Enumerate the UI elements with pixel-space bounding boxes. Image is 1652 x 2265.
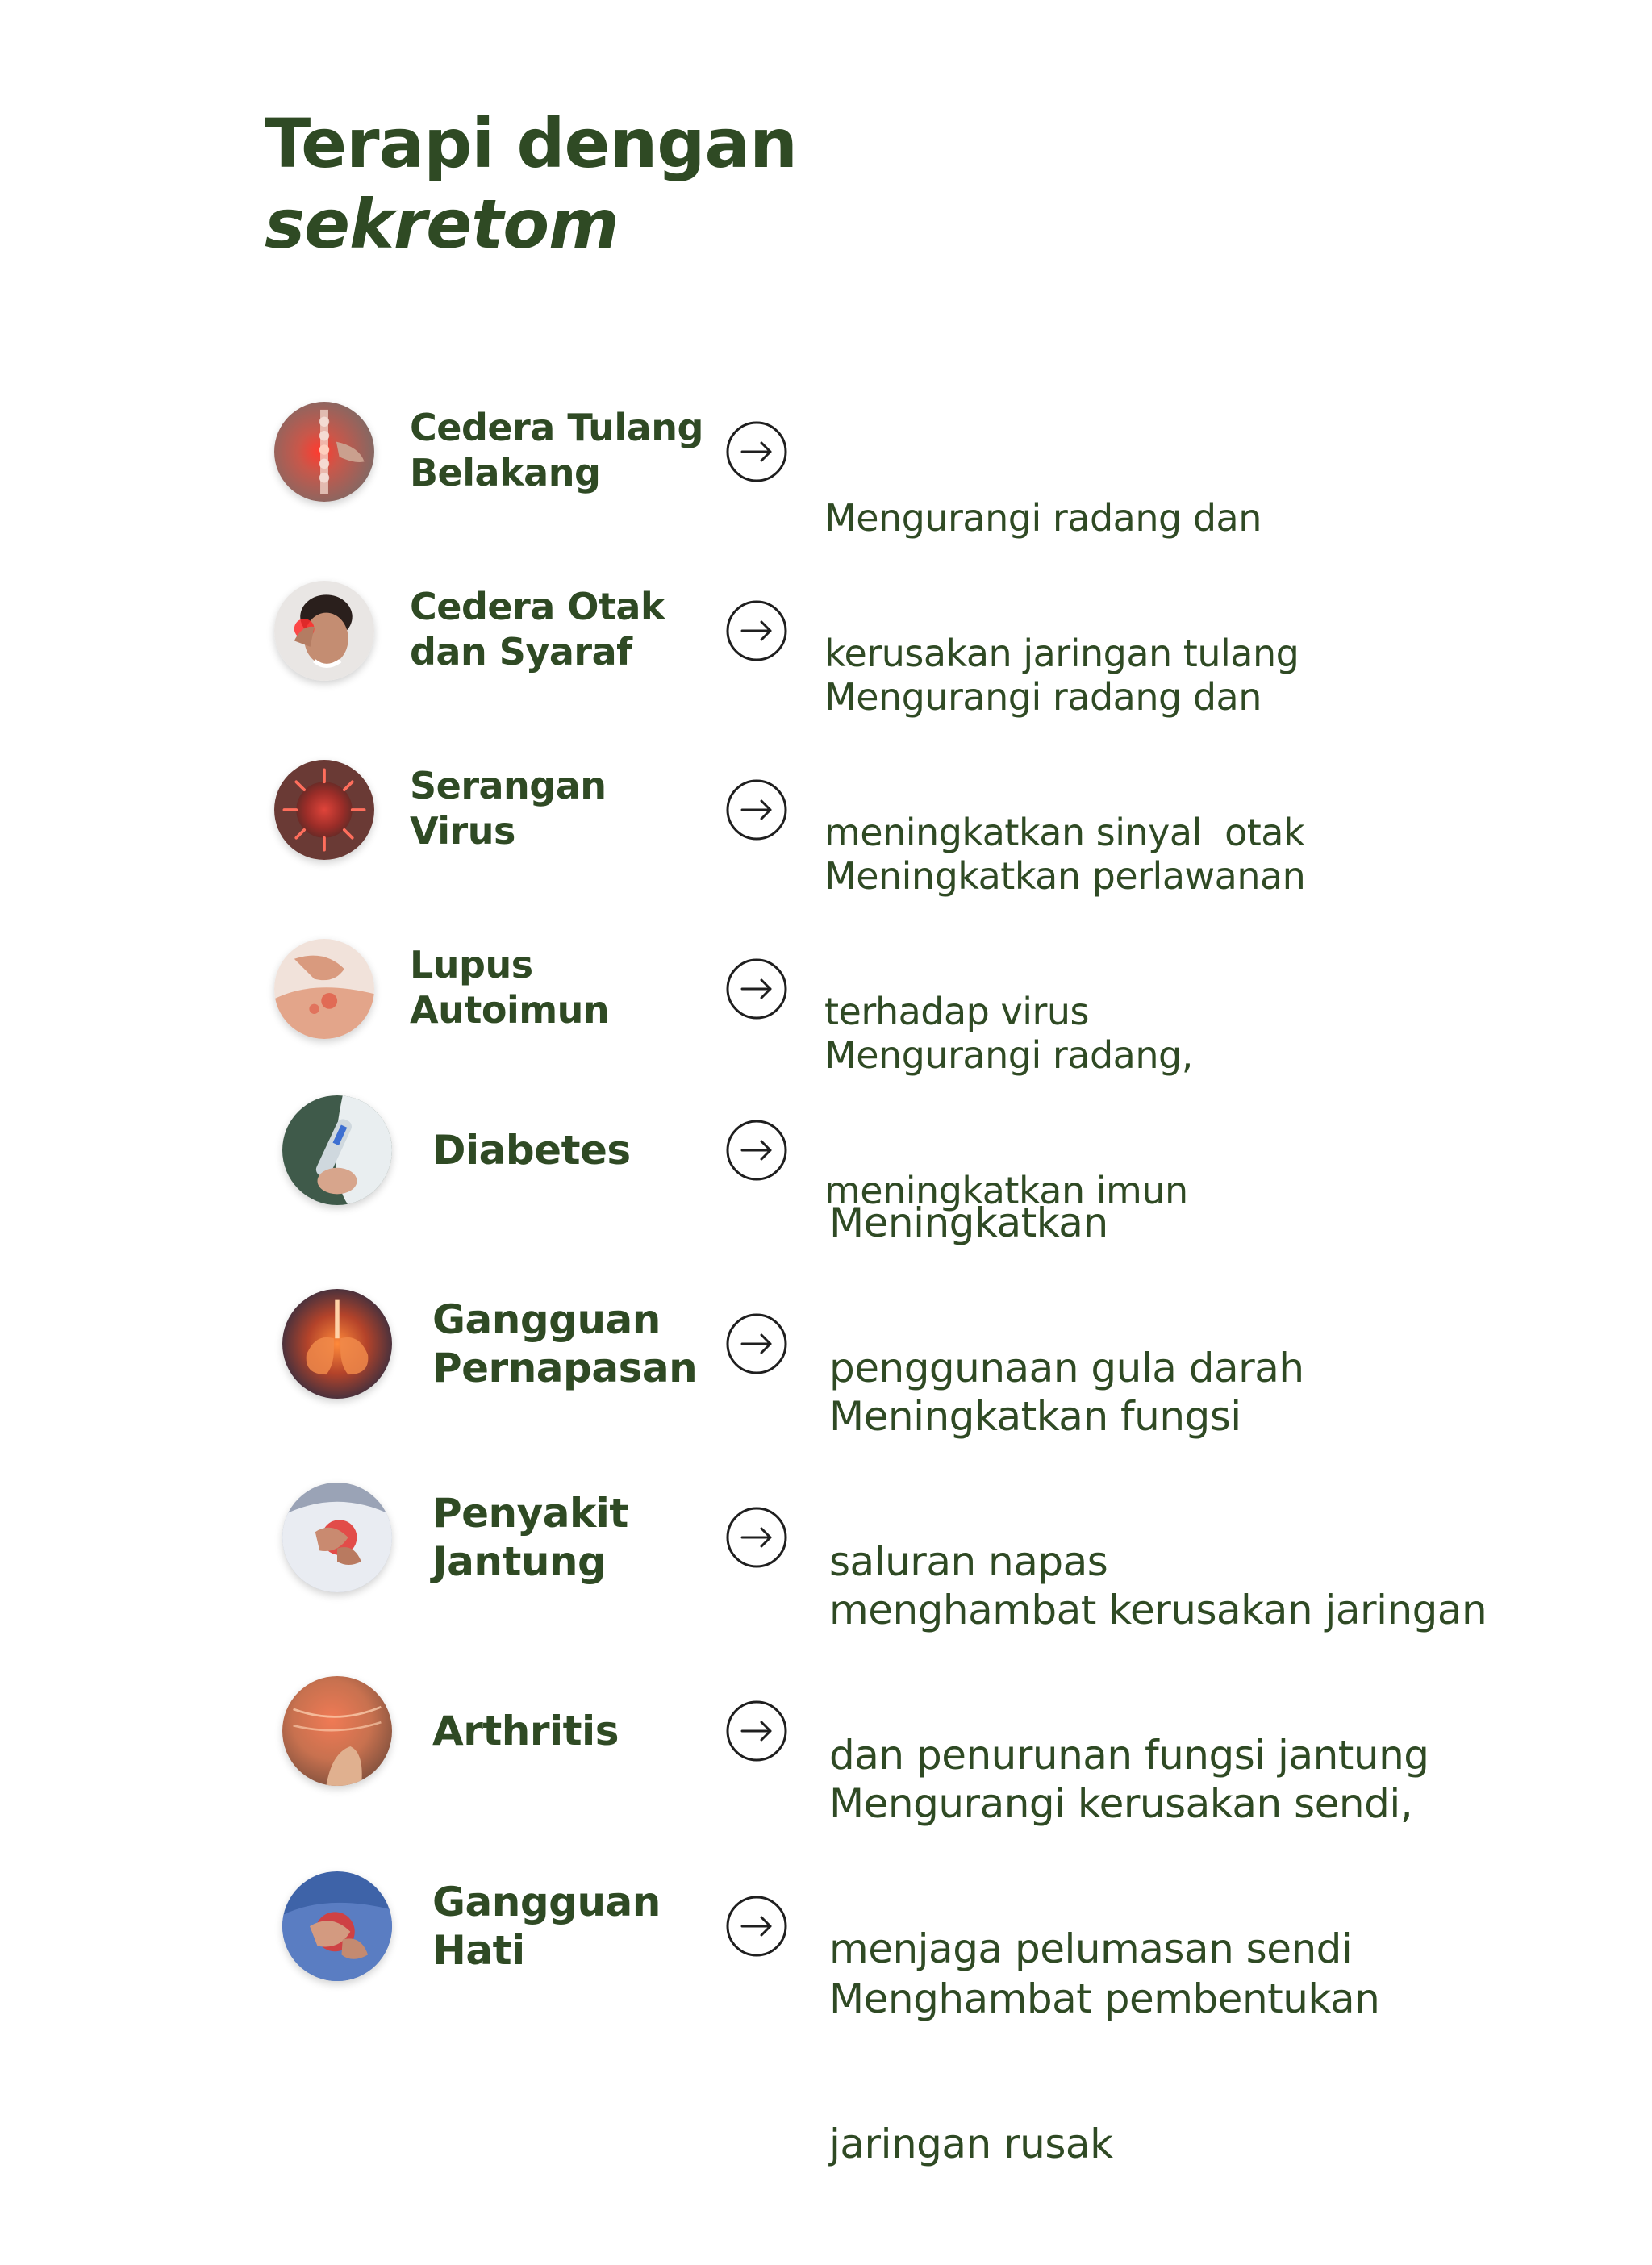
head-pain-icon <box>274 581 374 681</box>
effect-text: Meningkatkan penggunaan gula darah <box>829 1199 1304 1391</box>
effect-text: menghambat kerusakan jaringan dan penurunan fungsi jantung <box>829 1587 1487 1779</box>
skin-scratch-icon <box>274 939 374 1039</box>
therapy-row <box>0 1868 1652 2167</box>
lungs-icon <box>282 1289 392 1399</box>
arrow-right-icon <box>724 1699 789 1763</box>
effect-text: Menghambat pembentukan jaringan rusak <box>829 1975 1380 2167</box>
condition-label: Cedera Otak dan Syaraf <box>410 585 665 674</box>
insulin-pen-icon <box>282 1095 392 1205</box>
effect-text: Mengurangi radang dan meningkatkan sinyal otak <box>824 675 1305 854</box>
joint-pain-icon <box>282 1676 392 1786</box>
condition-label: Cedera Tulang Belakang <box>410 406 703 494</box>
condition-label: Diabetes <box>432 1127 631 1174</box>
effect-text: Meningkatkan perlawanan terhadap virus <box>824 854 1306 1033</box>
title-line-2: sekretom <box>265 185 619 264</box>
condition-label: Arthritis <box>432 1708 619 1754</box>
arrow-right-icon <box>724 1505 789 1570</box>
page-title <box>265 103 797 265</box>
condition-label: Serangan Virus <box>410 764 607 853</box>
liver-pain-icon <box>282 1871 392 1981</box>
condition-label: Gangguan Hati <box>432 1879 661 1974</box>
condition-label: Penyakit Jantung <box>432 1490 628 1585</box>
condition-label: Lupus Autoimun <box>410 943 610 1032</box>
effect-text: Mengurangi radang, meningkatkan imun <box>824 1033 1193 1212</box>
arrow-right-icon <box>724 419 789 484</box>
chest-pain-icon <box>282 1483 392 1592</box>
effect-text: Mengurangi radang dan kerusakan jaringan tulang <box>824 496 1299 675</box>
spine-pain-icon <box>274 402 374 502</box>
arrow-right-icon <box>724 957 789 1021</box>
title-line-1: Terapi dengan <box>265 104 797 183</box>
arrow-right-icon <box>724 1312 789 1376</box>
arrow-right-icon <box>724 599 789 663</box>
effect-text: Mengurangi kerusakan sendi, menjaga pelumasan sendi <box>829 1780 1413 1972</box>
effect-text: Meningkatkan fungsi saluran napas <box>829 1393 1241 1585</box>
virus-icon <box>274 760 374 860</box>
arrow-right-icon <box>724 1118 789 1183</box>
arrow-right-icon <box>724 778 789 842</box>
arrow-right-icon <box>724 1894 789 1958</box>
condition-label: Gangguan Pernapasan <box>432 1296 698 1391</box>
